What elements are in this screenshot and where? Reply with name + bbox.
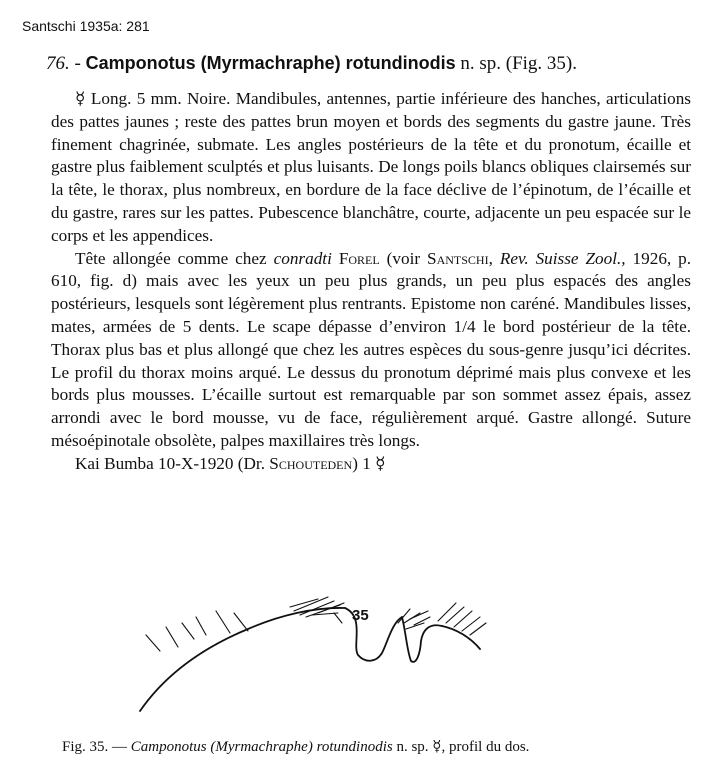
figure-number-label: 35 [352,607,369,624]
p2-text-a: Tête allongée comme chez [75,248,267,268]
p2-text-b: (voir [386,248,421,268]
locality-text-a: Kai Bumba 10-X-1920 (Dr. [75,453,265,473]
p2-author: Forel [338,248,380,268]
caption-species: rotundinodis [316,739,393,755]
p2-journal: Rev. Suisse Zool., [499,248,626,268]
hair-setae [146,597,486,651]
locality-collector: Schouteden [269,453,353,473]
description-paragraph-2 [51,248,691,453]
caption-genus: Camponotus [130,739,207,755]
p2-author2: Santschi, [427,248,493,268]
description-paragraph-1: ☿ Long. 5 mm. Noire. Mandibules, antennes, partie inférieure des hanches, articulations des pattes jaunes ; reste des pattes brun moyen et bords des segments du gastre jaune. Très finement chagrinée, submate. Les angles postérieurs de la tête et du pronotum, écaille et gastre plus faiblement sculptés et plus luisants. De longs poils blancs obliques clairsemés sur la tête, le thorax, plus nombreux, en bordure de la face déclive de l’épinotum, de l’écaille et du gastre, rares sur les pattes. Pubescence blanchâtre, courte, adjacente un peu espacée sur le corps et les appendices. [51,89,691,245]
source-reference: Santschi 1935a: 281 [22,18,150,34]
heading-number: 76. [46,53,70,74]
locality-line [51,453,691,476]
thorax-profile-outline [140,608,480,711]
caption-prefix: Fig. 35. — [62,739,128,755]
p2-text-c: 1926, p. 610, fig. d) mais avec les yeux un peu plus grands, un peu plus espacés des angles postérieurs, lesquels sont légèrement plus rentrants. Epistome non caréné. Mandibules lisses, mates, armées de 5 dents. Le scape dépasse d’environ 1/4 le bord postérieur de la tête. Thorax plus bas et plus allongé que chez les autres espèces du sous-genre jusqu’ici décrites. Le profil du thorax moins arqué. Le dessus du pronotum déprimé mais plus convexe et les bords plus mousses. L’écaille surtout est remarquable par son sommet assez épais, assez arrondi avec le bord mousse, vu de face, régulièrement arqué. Gastre allongé. Suture mésoépinotale obsolète, palpes maxillaires très longs. [51,248,692,450]
description-body [51,88,691,476]
species-heading [46,53,706,75]
caption-subgenus: (Myrmachraphe) [210,739,313,755]
p2-species: conradti [273,248,332,268]
caption-suffix: n. sp. ☿, profil du dos. [396,739,530,755]
figure-caption [62,737,702,756]
heading-tail: n. sp. (Fig. 35). [460,53,577,74]
heading-taxon-name: Camponotus (Myrmachraphe) rotundinodis [85,53,456,73]
locality-text-b: ) 1 ☿ [352,453,386,473]
heading-dash: - [74,53,81,74]
figure-35-drawing [130,593,550,717]
